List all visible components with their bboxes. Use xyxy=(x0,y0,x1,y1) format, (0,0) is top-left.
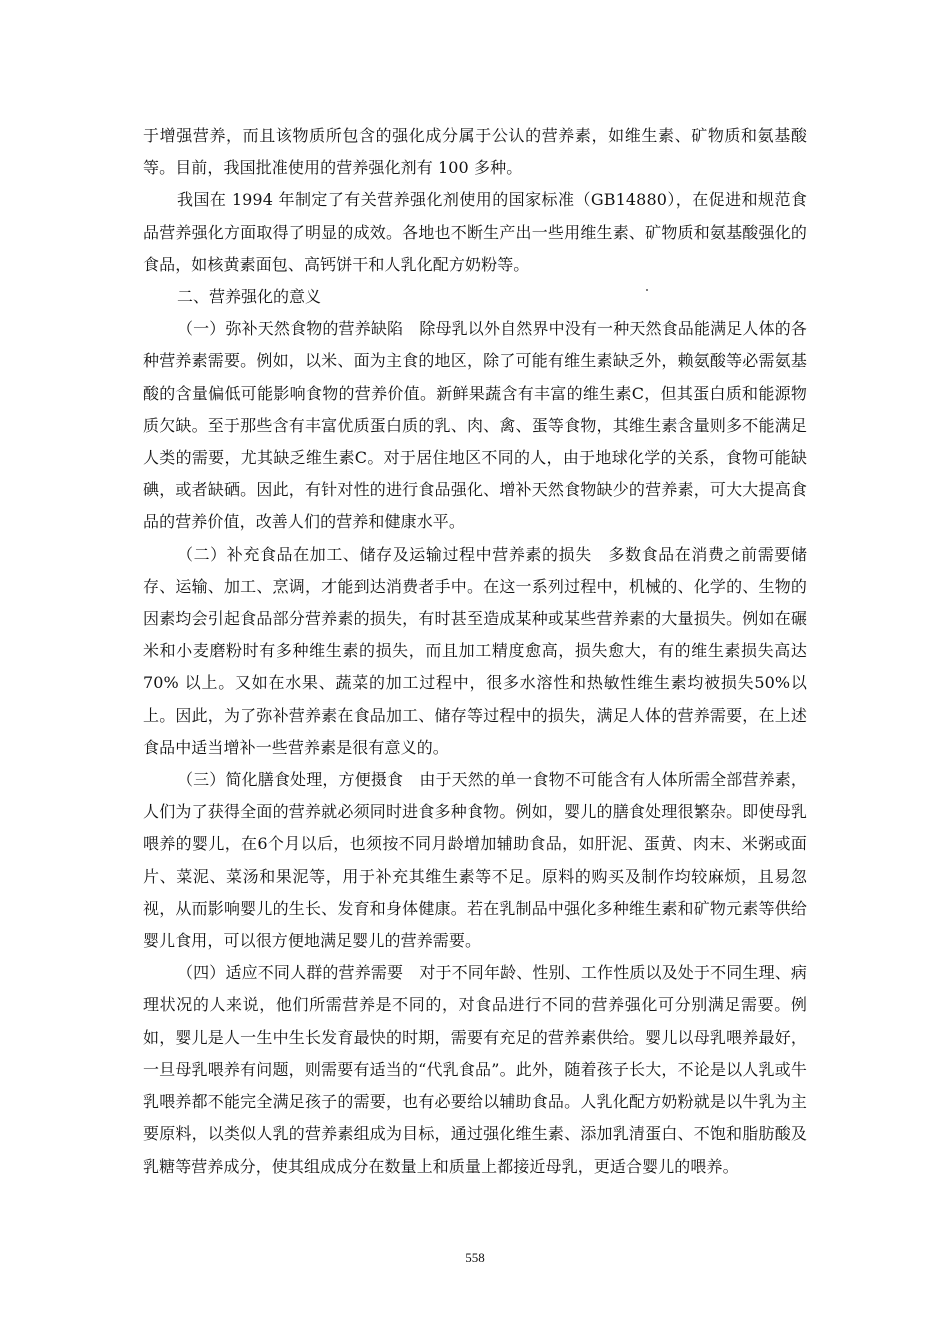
body-text xyxy=(143,120,807,1183)
scan-speck xyxy=(646,289,648,291)
paragraph-point-2: （二）补充食品在加工、储存及运输过程中营养素的损失 多数食品在消费之前需要储存、运输、加工、烹调，才能到达消费者手中。在这一系列过程中，机械的、化学的、生物的因素均会引起食品部分营养素的损失，有时甚至造成某种或某些营养素的大量损失。例如在碾米和小麦磨粉时有多种维生素的损失，而且加工精度愈高，损失愈大，有的维生素损失高达70% 以上。又如在水果、蔬菜的加工过程中，很多水溶性和热敏性维生素均被损失50%以上。因此，为了弥补营养素在食品加工、储存等过程中的损失，满足人体的营养需要，在上述食品中适当增补一些营养素是很有意义的。 xyxy=(143,544,807,757)
paragraph-point-1: （一）弥补天然食物的营养缺陷 除母乳以外自然界中没有一种天然食品能满足人体的各种营养素需要。例如，以米、面为主食的地区，除了可能有维生素缺乏外，赖氨酸等必需氨基酸的含量偏低可能影响食物的营养价值。新鲜果蔬含有丰富的维生素C，但其蛋白质和能源物质欠缺。至于那些含有丰富优质蛋白质的乳、肉、禽、蛋等食物，其维生素含量则多不能满足人类的需要，尤其缺乏维生素C。对于居住地区不同的人，由于地球化学的关系，食物可能缺碘，或者缺硒。因此，有针对性的进行食品强化、增补天然食物缺少的营养素，可大大提高食品的营养价值，改善人们的营养和健康水平。 xyxy=(143,319,807,532)
paragraph-continuation: 于增强营养，而且该物质所包含的强化成分属于公认的营养素，如维生素、矿物质和氨基酸等。目前，我国批准使用的营养强化剂有 100 多种。 xyxy=(143,126,807,178)
paragraph-national-standard: 我国在 1994 年制定了有关营养强化剂使用的国家标准（GB14880），在促进和规范食品营养强化方面取得了明显的成效。各地也不断生产出一些用维生素、矿物质和氨基酸强化的食品，如核黄素面包、高钙饼干和人乳化配方奶粉等。 xyxy=(143,190,807,274)
paragraph-point-3: （三）简化膳食处理，方便摄食 由于天然的单一食物不可能含有人体所需全部营养素，人们为了获得全面的营养就必须同时进食多种食物。例如，婴儿的膳食处理很繁杂。即使母乳喂养的婴儿，在6个月以后，也须按不同月龄增加辅助食品，如肝泥、蛋黄、肉末、米粥或面片、菜泥、菜汤和果泥等，用于补充其维生素等不足。原料的购买及制作均较麻烦，且易忽视，从而影响婴儿的生长、发育和身体健康。若在乳制品中强化多种维生素和矿物元素等供给婴儿食用，可以很方便地满足婴儿的营养需要。 xyxy=(143,770,807,951)
page-number: 558 xyxy=(465,1250,485,1265)
paragraph-point-4: （四）适应不同人群的营养需要 对于不同年龄、性别、工作性质以及处于不同生理、病理状况的人来说，他们所需营养是不同的，对食品进行不同的营养强化可分别满足需要。例如，婴儿是人一生中生长发育最快的时期，需要有充足的营养素供给。婴儿以母乳喂养最好，一旦母乳喂养有问题，则需要有适当的“代乳食品”。此外，随着孩子长大，不论是以人乳或牛乳喂养都不能完全满足孩子的需要，也有必要给以辅助食品。人乳化配方奶粉就是以牛乳为主要原料，以类似人乳的营养素组成为目标，通过强化维生素、添加乳清蛋白、不饱和脂肪酸及乳糖等营养成分，使其组成成分在数量上和质量上都接近母乳，更适合婴儿的喂养。 xyxy=(143,963,807,1176)
section-heading-significance: 二、营养强化的意义 xyxy=(177,287,322,307)
